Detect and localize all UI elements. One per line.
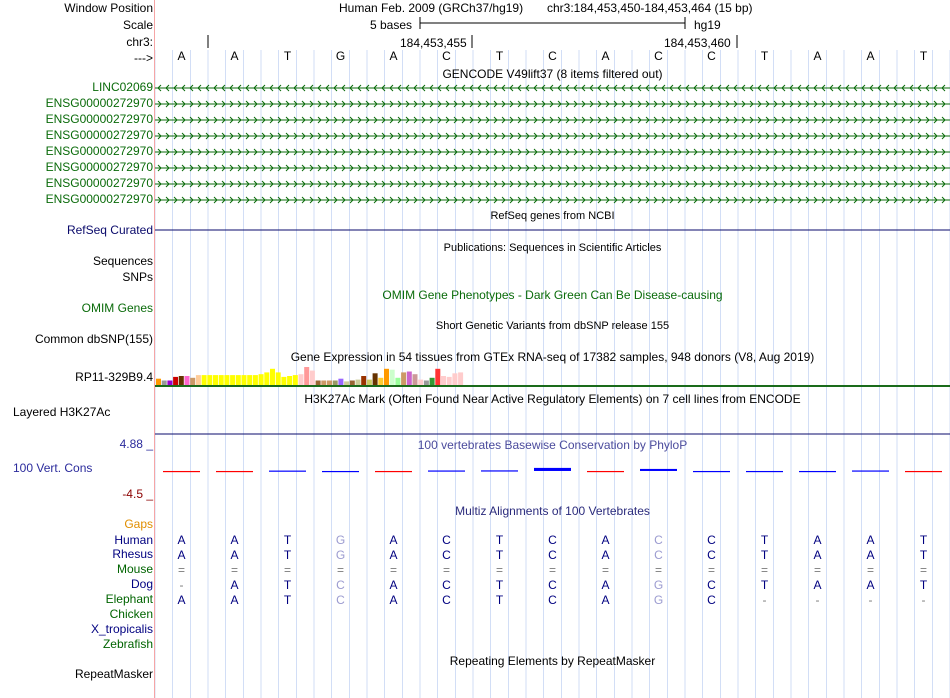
- gtex-tissue-bar: [224, 375, 229, 385]
- gencode-item-label-1[interactable]: LINC02069: [92, 80, 153, 94]
- gencode-item-label-6[interactable]: ENSG00000272970: [45, 160, 153, 174]
- gencode-item-label-4[interactable]: ENSG00000272970: [45, 128, 153, 142]
- gtex-tissue-bar: [213, 375, 218, 385]
- alignment-base: T: [283, 533, 292, 547]
- alignment-base: A: [389, 548, 398, 562]
- base-letter: T: [283, 49, 292, 63]
- alignment-base: C: [707, 548, 716, 562]
- gtex-tissue-bar: [378, 378, 383, 385]
- gtex-tissue-bar: [293, 375, 298, 385]
- alignment-base: A: [866, 548, 875, 562]
- phylop-max-label: 4.88 _: [119, 437, 153, 451]
- gtex-tissue-bar: [242, 375, 247, 385]
- gtex-tissue-bar: [190, 378, 195, 385]
- base-letter: A: [813, 49, 822, 63]
- repeatmasker-track-title: Repeating Elements by RepeatMasker: [449, 654, 656, 668]
- alignment-base: A: [389, 533, 398, 547]
- alignment-base: =: [601, 563, 610, 577]
- gtex-tissue-bar: [395, 378, 400, 385]
- gtex-tissue-bar: [327, 381, 332, 386]
- alignment-base: =: [389, 563, 398, 577]
- gtex-tissue-bar: [270, 369, 275, 385]
- gtex-tissue-bar: [156, 379, 161, 385]
- alignment-base: G: [335, 533, 346, 547]
- gtex-tissue-bar: [458, 372, 463, 385]
- phylop-score-bar: [163, 471, 200, 472]
- gtex-tissue-bar: [310, 371, 315, 385]
- phylop-track-title: 100 vertebrates Basewise Conservation by PhyloP: [417, 438, 688, 452]
- phylop-score-bar: [587, 471, 624, 472]
- base-letter: A: [601, 49, 610, 63]
- alignment-base: A: [601, 548, 610, 562]
- alignment-base: -: [815, 593, 820, 607]
- base-letter: A: [866, 49, 875, 63]
- gtex-tissue-bar: [447, 377, 452, 385]
- alignment-base: T: [760, 578, 769, 592]
- gtex-tissue-bar: [390, 370, 395, 385]
- gencode-track-title: GENCODE V49lift37 (8 items filtered out): [442, 67, 663, 81]
- base-letter: A: [230, 49, 239, 63]
- gtex-tissue-bar: [219, 375, 224, 385]
- alignment-base: A: [601, 533, 610, 547]
- alignment-base: A: [813, 533, 822, 547]
- track-graphics: [155, 0, 950, 698]
- alignment-base: A: [813, 548, 822, 562]
- base-letter: A: [177, 49, 186, 63]
- gtex-tissue-bar: [202, 375, 207, 385]
- phylop-score-bar: [746, 471, 783, 472]
- gtex-tissue-bar: [430, 378, 435, 385]
- refseq-track-label[interactable]: RefSeq Curated: [66, 223, 153, 237]
- base-letter: C: [442, 49, 451, 63]
- gtex-track-title: Gene Expression in 54 tissues from GTEx RNA-seq of 17382 samples, 948 donors (V8, Aug 2019): [290, 350, 815, 364]
- alignment-base: =: [866, 563, 875, 577]
- alignment-base: =: [813, 563, 822, 577]
- gtex-tissue-bar: [247, 375, 252, 385]
- alignment-base: G: [653, 593, 664, 607]
- alignment-base: G: [335, 548, 346, 562]
- alignment-base: A: [866, 533, 875, 547]
- repeatmasker-track-label[interactable]: RepeatMasker: [74, 667, 153, 681]
- alignment-base: T: [919, 578, 928, 592]
- gtex-tissue-bar: [338, 379, 343, 385]
- alignment-base: =: [442, 563, 451, 577]
- gtex-tissue-bar: [356, 380, 361, 385]
- gtex-tissue-bar: [179, 376, 184, 385]
- base-letter: C: [654, 49, 663, 63]
- phylop-score-bar: [693, 471, 730, 472]
- alignment-base: A: [177, 548, 186, 562]
- gtex-tissue-bar: [196, 375, 201, 385]
- gtex-tissue-bar: [361, 376, 366, 385]
- base-letter: T: [760, 49, 769, 63]
- alignment-base: A: [230, 548, 239, 562]
- phylop-score-bar: [428, 470, 465, 471]
- dbsnp-track-label[interactable]: Common dbSNP(155): [34, 332, 153, 346]
- base-letter: A: [389, 49, 398, 63]
- alignment-base: C: [442, 578, 451, 592]
- alignment-base: A: [230, 593, 239, 607]
- gtex-tissue-bar: [367, 380, 372, 385]
- gtex-tissue-bar: [162, 381, 167, 386]
- alignment-base: A: [389, 593, 398, 607]
- species-label-dog[interactable]: Dog: [130, 577, 153, 591]
- snps-track-label[interactable]: SNPs: [122, 270, 153, 284]
- position-range: chr3:184,453,450-184,453,464 (15 bp): [547, 1, 753, 15]
- alignment-base: =: [707, 563, 716, 577]
- coord-right: 184,453,460: [664, 36, 731, 50]
- gtex-tissue-bar: [259, 374, 264, 385]
- alignment-base: =: [760, 563, 769, 577]
- alignment-base: A: [601, 578, 610, 592]
- alignment-base: =: [919, 563, 928, 577]
- phylop-track-label[interactable]: 100 Vert. Cons: [13, 461, 93, 475]
- alignment-base: C: [707, 533, 716, 547]
- coord-left: 184,453,455: [400, 36, 467, 50]
- alignment-base: T: [495, 533, 504, 547]
- alignment-base: =: [654, 563, 663, 577]
- refseq-track-title: RefSeq genes from NCBI: [490, 210, 615, 222]
- alignment-base: A: [177, 533, 186, 547]
- alignment-base: C: [336, 578, 345, 592]
- gtex-tissue-bar: [230, 375, 235, 385]
- phylop-score-bar: [905, 471, 942, 472]
- phylop-min-label: -4.5 _: [122, 487, 153, 501]
- phylop-score-bar: [216, 471, 253, 472]
- gtex-tissue-bar: [173, 377, 178, 385]
- gtex-tissue-bar: [167, 381, 172, 386]
- gtex-tissue-bar: [253, 375, 258, 385]
- alignment-base: =: [336, 563, 345, 577]
- gencode-item-label-7[interactable]: ENSG00000272970: [45, 176, 153, 190]
- alignment-base: C: [442, 533, 451, 547]
- alignment-base: C: [654, 533, 663, 547]
- species-label-chicken[interactable]: Chicken: [109, 607, 153, 621]
- base-letter: T: [919, 49, 928, 63]
- alignment-base: =: [230, 563, 239, 577]
- window-position-label[interactable]: Window Position: [64, 1, 153, 15]
- gtex-tissue-bar: [435, 369, 440, 385]
- alignment-base: T: [760, 533, 769, 547]
- browser-image[interactable]: [155, 0, 950, 698]
- publications-track-title: Publications: Sequences in Scientific Articles: [443, 242, 662, 254]
- alignment-base: -: [921, 593, 926, 607]
- gtex-tissue-bar: [418, 380, 423, 385]
- multiz-track-title: Multiz Alignments of 100 Vertebrates: [455, 504, 650, 518]
- alignment-base: T: [283, 548, 292, 562]
- alignment-base: T: [283, 578, 292, 592]
- gencode-item-label-2[interactable]: ENSG00000272970: [45, 96, 153, 110]
- gaps-label: Gaps: [124, 517, 153, 531]
- gtex-tissue-bar: [299, 374, 304, 385]
- gtex-tissue-bar: [316, 381, 321, 386]
- alignment-base: C: [548, 548, 557, 562]
- species-label-rhesus[interactable]: Rhesus: [112, 547, 153, 561]
- db-name: hg19: [694, 18, 721, 32]
- omim-track-label[interactable]: OMIM Genes: [81, 301, 153, 315]
- base-letter: C: [707, 49, 716, 63]
- alignment-base: C: [548, 593, 557, 607]
- alignment-base: =: [495, 563, 504, 577]
- base-letter: G: [335, 49, 346, 63]
- phylop-score-bar: [375, 471, 412, 472]
- gtex-tissue-bar: [407, 372, 412, 386]
- alignment-base: C: [707, 578, 716, 592]
- gtex-tissue-bar: [344, 381, 349, 385]
- strand-label[interactable]: --->: [134, 51, 153, 65]
- alignment-base: =: [283, 563, 292, 577]
- alignment-base: T: [919, 533, 928, 547]
- alignment-base: A: [230, 578, 239, 592]
- alignment-base: T: [919, 548, 928, 562]
- base-letter: T: [495, 49, 504, 63]
- alignment-base: C: [654, 548, 663, 562]
- species-label-human[interactable]: Human: [114, 533, 153, 547]
- alignment-base: -: [868, 593, 873, 607]
- alignment-base: C: [707, 593, 716, 607]
- gtex-tissue-bar: [207, 375, 212, 385]
- gtex-tissue-bar: [264, 372, 269, 385]
- track-label-column: [0, 0, 153, 698]
- alignment-base: T: [760, 548, 769, 562]
- alignment-base: A: [177, 593, 186, 607]
- alignment-base: G: [653, 578, 664, 592]
- phylop-score-bar: [799, 471, 836, 472]
- h3k27ac-track-label[interactable]: Layered H3K27Ac: [13, 405, 111, 419]
- species-label-xtropicalis[interactable]: X_tropicalis: [90, 622, 153, 636]
- gtex-tissue-bar: [401, 372, 406, 385]
- gtex-tissue-bar: [185, 376, 190, 385]
- gtex-tissue-bar: [452, 373, 457, 385]
- alignment-base: A: [813, 578, 822, 592]
- gtex-tissue-bar: [236, 375, 241, 385]
- dbsnp-track-title: Short Genetic Variants from dbSNP release 155: [435, 320, 670, 332]
- alignment-base: C: [548, 578, 557, 592]
- alignment-base: T: [495, 578, 504, 592]
- assembly-name: Human Feb. 2009 (GRCh37/hg19): [339, 1, 524, 15]
- phylop-score-bar: [322, 471, 359, 472]
- alignment-base: C: [336, 593, 345, 607]
- gtex-tissue-bar: [287, 376, 292, 385]
- scale-text: 5 bases: [370, 18, 413, 32]
- alignment-base: A: [601, 593, 610, 607]
- gtex-tissue-bar: [413, 374, 418, 385]
- alignment-base: T: [283, 593, 292, 607]
- gencode-item-label-5[interactable]: ENSG00000272970: [45, 144, 153, 158]
- alignment-base: C: [442, 593, 451, 607]
- phylop-score-bar: [481, 470, 518, 471]
- phylop-score-bar: [852, 470, 889, 471]
- gtex-track-label[interactable]: RP11-329B9.4: [75, 370, 153, 384]
- gencode-item-label-8[interactable]: ENSG00000272970: [45, 192, 153, 206]
- gtex-tissue-bar: [441, 376, 446, 385]
- alignment-base: A: [230, 533, 239, 547]
- alignment-base: -: [762, 593, 767, 607]
- alignment-base: C: [548, 533, 557, 547]
- alignment-base: T: [495, 593, 504, 607]
- gtex-tissue-bar: [333, 381, 338, 386]
- base-letter: C: [548, 49, 557, 63]
- gtex-tissue-bar: [384, 369, 389, 385]
- phylop-score-bar: [269, 471, 306, 472]
- alignment-base: A: [866, 578, 875, 592]
- phylop-score-bar: [640, 469, 677, 471]
- gtex-tissue-bar: [373, 373, 378, 385]
- alignment-base: -: [179, 578, 184, 592]
- alignment-base: C: [442, 548, 451, 562]
- gtex-tissue-bar: [424, 381, 429, 386]
- h3k27ac-track-title: H3K27Ac Mark (Often Found Near Active Regulatory Elements) on 7 cell lines from ENCODE: [304, 392, 801, 406]
- alignment-base: =: [548, 563, 557, 577]
- alignment-base: T: [495, 548, 504, 562]
- gtex-tissue-bar: [281, 377, 286, 385]
- gtex-tissue-bar: [304, 367, 309, 385]
- alignment-base: =: [177, 563, 186, 577]
- species-label-mouse[interactable]: Mouse: [116, 562, 153, 576]
- gencode-item-label-3[interactable]: ENSG00000272970: [45, 112, 153, 126]
- scale-label[interactable]: Scale: [122, 18, 153, 32]
- species-label-zebrafish[interactable]: Zebrafish: [102, 637, 153, 651]
- chrom-label[interactable]: chr3:: [126, 35, 153, 49]
- omim-track-title: OMIM Gene Phenotypes - Dark Green Can Be Disease-causing: [382, 288, 723, 302]
- gtex-tissue-bar: [350, 381, 355, 386]
- gtex-tissue-bar: [276, 372, 281, 385]
- alignment-base: A: [389, 578, 398, 592]
- sequences-track-label[interactable]: Sequences: [92, 254, 153, 268]
- gtex-tissue-bar: [321, 381, 326, 386]
- species-label-elephant[interactable]: Elephant: [105, 592, 153, 606]
- phylop-score-bar: [534, 468, 571, 471]
